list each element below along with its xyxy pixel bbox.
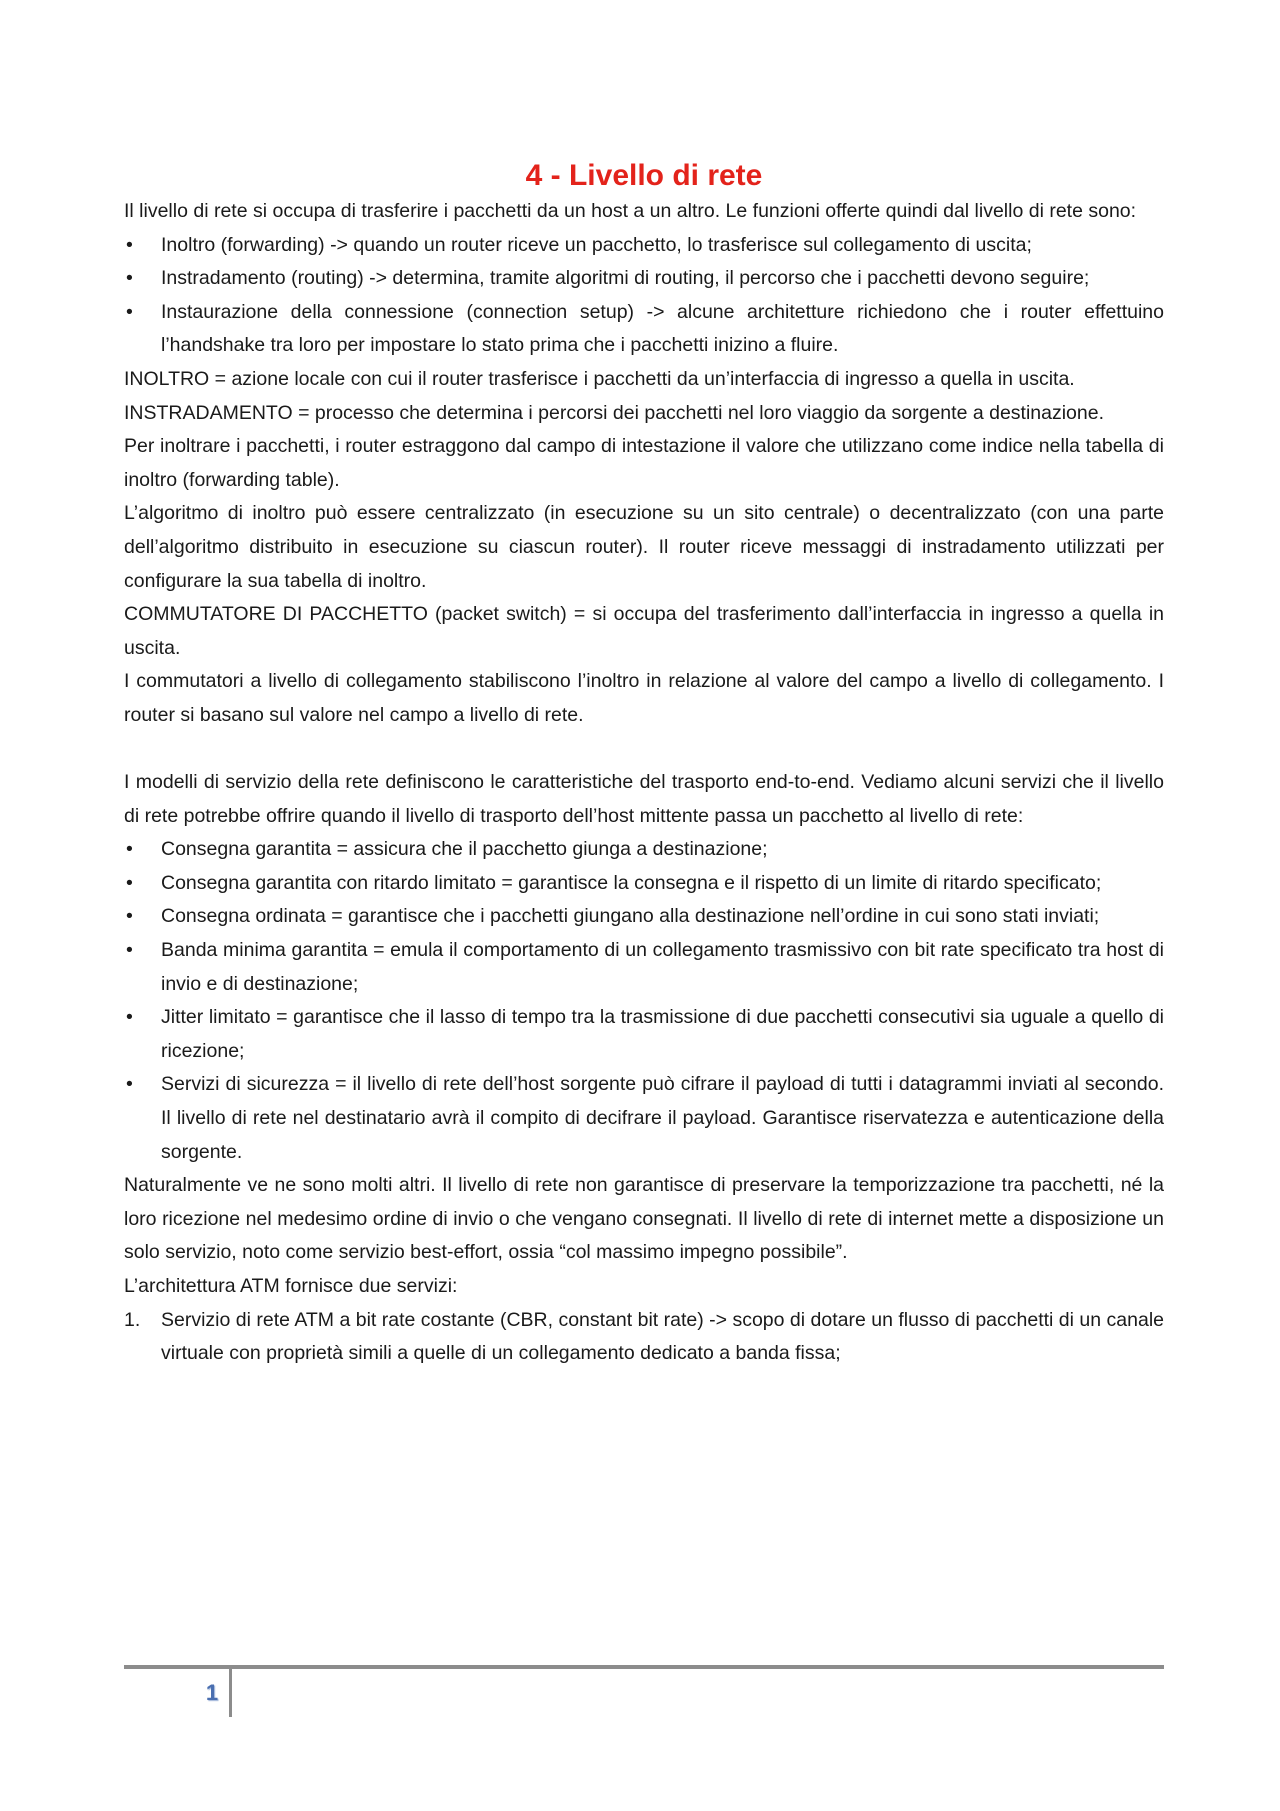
bullet-icon: • [126, 905, 133, 928]
list-item: • Instradamento (routing) -> determina, tramite algoritmi di routing, il percorso che i pacchetti devono seguire; [124, 262, 1164, 296]
list-item: • Consegna garantita con ritardo limitato = garantisce la consegna e il rispetto di un limite di ritardo specificato; [124, 867, 1164, 901]
footer-rule [124, 1665, 1164, 1669]
page-title: 4 - Livello di rete [525, 159, 763, 192]
paragraph-atm-intro: L’architettura ATM fornisce due servizi: [124, 1275, 458, 1297]
bullet-icon: • [126, 267, 133, 290]
paragraph-packet-switch: COMMUTATORE DI PACCHETTO (packet switch) = si occupa del trasferimento dall’interfaccia in ingresso a quella in uscita. [124, 603, 1164, 659]
bullet-icon: • [126, 939, 133, 962]
list-item: • Consegna ordinata = garantisce che i pacchetti giungano alla destinazione nell’ordine in cui sono stati inviati; [124, 900, 1164, 934]
bullet-icon: • [126, 1006, 133, 1029]
services-list [124, 833, 1164, 1169]
paragraph-best-effort: Naturalmente ve ne sono molti altri. Il livello di rete non garantisce di preservare la temporizzazione tra pacchetti, né la loro ricezione nel medesimo ordine di invio o che vengano consegnati. Il livello di rete di internet mette a disposizione un solo servizio, noto come servizio best-effort, ossia “col massimo impegno possibile”. [124, 1174, 1164, 1264]
list-item: • Jitter limitato = garantisce che il lasso di tempo tra la trasmissione di due pacchetti consecutivi sia uguale a quello di ricezione; [124, 1001, 1164, 1068]
list-number: 1. [124, 1308, 141, 1331]
intro-paragraph: Il livello di rete si occupa di trasferire i pacchetti da un host a un altro. Le funzioni offerte quindi dal livello di rete sono: [124, 200, 1137, 222]
list-item: • Servizi di sicurezza = il livello di rete dell’host sorgente può cifrare il payload di tutti i datagrammi inviati al secondo. Il livello di rete nel destinatario avrà il compito di decifrare il payload. Garantisce riservatezza e autenticazione della sorgente. [124, 1068, 1164, 1169]
list-item: • Banda minima garantita = emula il comportamento di un collegamento trasmissivo con bit rate specificato tra host di invio e di destinazione; [124, 934, 1164, 1001]
bullet-icon: • [126, 871, 133, 894]
list-item: 1. Servizio di rete ATM a bit rate costante (CBR, constant bit rate) -> scopo di dotare un flusso di pacchetti di un canale virtuale con proprietà simili a quelle di un collegamento dedicato a banda fissa; [124, 1304, 1164, 1371]
footer-separator [229, 1665, 232, 1717]
atm-services-list [124, 1304, 1164, 1371]
paragraph-commutatori: I commutatori a livello di collegamento stabiliscono l’inoltro in relazione al valore del campo a livello di collegamento. I router si basano sul valore nel campo a livello di rete. [124, 670, 1164, 726]
bullet-icon: • [126, 233, 133, 256]
list-item: • Instaurazione della connessione (connection setup) -> alcune architetture richiedono che i router effettuino l’handshake tra loro per impostare lo stato prima che i pacchetti inizino a fluire. [124, 296, 1164, 363]
paragraph-inoltro: INOLTRO = azione locale con cui il router trasferisce i pacchetti da un’interfaccia di ingresso a quella in uscita. [124, 367, 1075, 390]
list-item: • Consegna garantita = assicura che il pacchetto giunga a destinazione; [124, 833, 1164, 867]
page-number: 1 [205, 1680, 219, 1705]
list-item: • Inoltro (forwarding) -> quando un router riceve un pacchetto, lo trasferisce sul collegamento di uscita; [124, 229, 1164, 263]
bullet-icon: • [126, 1073, 133, 1096]
paragraph-algoritmo: L’algoritmo di inoltro può essere centralizzato (in esecuzione su un sito centrale) o decentralizzato (con una parte dell’algoritmo distribuito in esecuzione su ciascun router). Il router riceve messaggi di instradamento utilizzati per configurare la sua tabella di inoltro. [124, 502, 1164, 592]
services-intro: I modelli di servizio della rete definiscono le caratteristiche del trasporto end-to-end. Vediamo alcuni servizi che il livello di rete potrebbe offrire quando il livello di trasporto dell’host mittente passa un pacchetto al livello di rete: [124, 771, 1164, 827]
page-body [124, 158, 1164, 1371]
bullet-icon: • [126, 838, 133, 861]
paragraph-instradamento: INSTRADAMENTO = processo che determina i percorsi dei pacchetti nel loro viaggio da sorgente a destinazione. [124, 401, 1105, 424]
paragraph-gap [124, 733, 1164, 767]
paragraph-forwarding-table: Per inoltrare i pacchetti, i router estraggono dal campo di intestazione il valore che utilizzano come indice nella tabella di inoltro (forwarding table). [124, 435, 1164, 491]
functions-list [124, 229, 1164, 363]
bullet-icon: • [126, 300, 133, 323]
